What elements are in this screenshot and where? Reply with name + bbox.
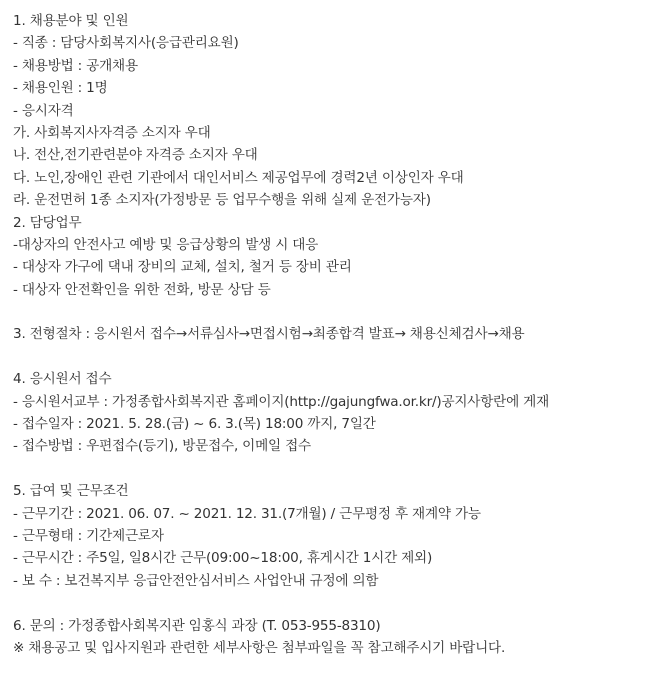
qualification-item: 가. 사회복지사자격증 소지자 우대	[13, 124, 211, 141]
job-posting-document	[13, 10, 645, 659]
section-heading-process: 3. 전형절차 : 응시원서 접수→서류심사→면접시험→최종합격 발표→ 채용신체검사→채용	[13, 326, 525, 343]
application-form-line: - 응시원서교부 : 가정종합사회복지관 홈페이지(http://gajungfwa.or.kr/)공지사항란에 게재	[13, 393, 550, 410]
hiring-method-line: - 채용방법 : 공개채용	[13, 57, 138, 74]
blank-line	[13, 346, 645, 368]
work-type-line: - 근무형태 : 기간제근로자	[13, 527, 164, 544]
blank-line	[13, 592, 645, 614]
application-method-line: - 접수방법 : 우편접수(등기), 방문접수, 이메일 접수	[13, 438, 311, 455]
work-hours-line: - 근무시간 : 주5일, 일8시간 근무(09:00~18:00, 휴게시간 1시간 제외)	[13, 550, 433, 567]
blank-line	[13, 458, 645, 480]
section-recruitment	[13, 10, 645, 301]
application-period-line: - 접수일자 : 2021. 5. 28.(금) ~ 6. 3.(목) 18:00 까지, 7일간	[13, 416, 376, 433]
section-heading-conditions: 5. 급여 및 근무조건	[13, 483, 129, 500]
work-period-line: - 근무기간 : 2021. 06. 07. ~ 2021. 12. 31.(7개월) / 근무평정 후 재계약 가능	[13, 505, 481, 522]
section-heading-application: 4. 응시원서 접수	[13, 371, 112, 388]
attachment-note: ※ 채용공고 및 입사지원과 관련한 세부사항은 첨부파일을 꼭 참고해주시기 바랍니다.	[13, 639, 506, 656]
duty-item: - 대상자 안전확인을 위한 전화, 방문 상담 등	[13, 281, 271, 298]
duty-item: -대상자의 안전사고 예방 및 응급상황의 발생 시 대응	[13, 236, 319, 253]
qualifications-heading: - 응시자격	[13, 102, 74, 119]
section-process	[13, 323, 645, 345]
section-conditions	[13, 480, 645, 592]
section-heading-duties: 2. 담당업무	[13, 214, 82, 231]
section-heading-recruitment: 1. 채용분야 및 인원	[13, 13, 129, 29]
contact-line: 6. 문의 : 가정종합사회복지관 임홍식 과장 (T. 053-955-8310)	[13, 617, 381, 634]
blank-line	[13, 301, 645, 323]
duty-item: - 대상자 가구에 댁내 장비의 교체, 설치, 철거 등 장비 관리	[13, 259, 352, 276]
hiring-count-line: - 채용인원 : 1명	[13, 80, 108, 97]
section-contact	[13, 615, 645, 660]
qualification-item: 다. 노인,장애인 관련 기관에서 대인서비스 제공업무에 경력2년 이상인자 우대	[13, 169, 464, 186]
qualification-item: 라. 운전면허 1종 소지자(가정방문 등 업무수행을 위해 실제 운전가능자)	[13, 192, 431, 209]
qualification-item: 나. 전산,전기관련분야 자격증 소지자 우대	[13, 147, 258, 164]
salary-line: - 보 수 : 보건복지부 응급안전안심서비스 사업안내 규정에 의함	[13, 572, 379, 589]
job-type-line: - 직종 : 담당사회복지사(응급관리요원)	[13, 35, 239, 52]
section-application	[13, 368, 645, 458]
